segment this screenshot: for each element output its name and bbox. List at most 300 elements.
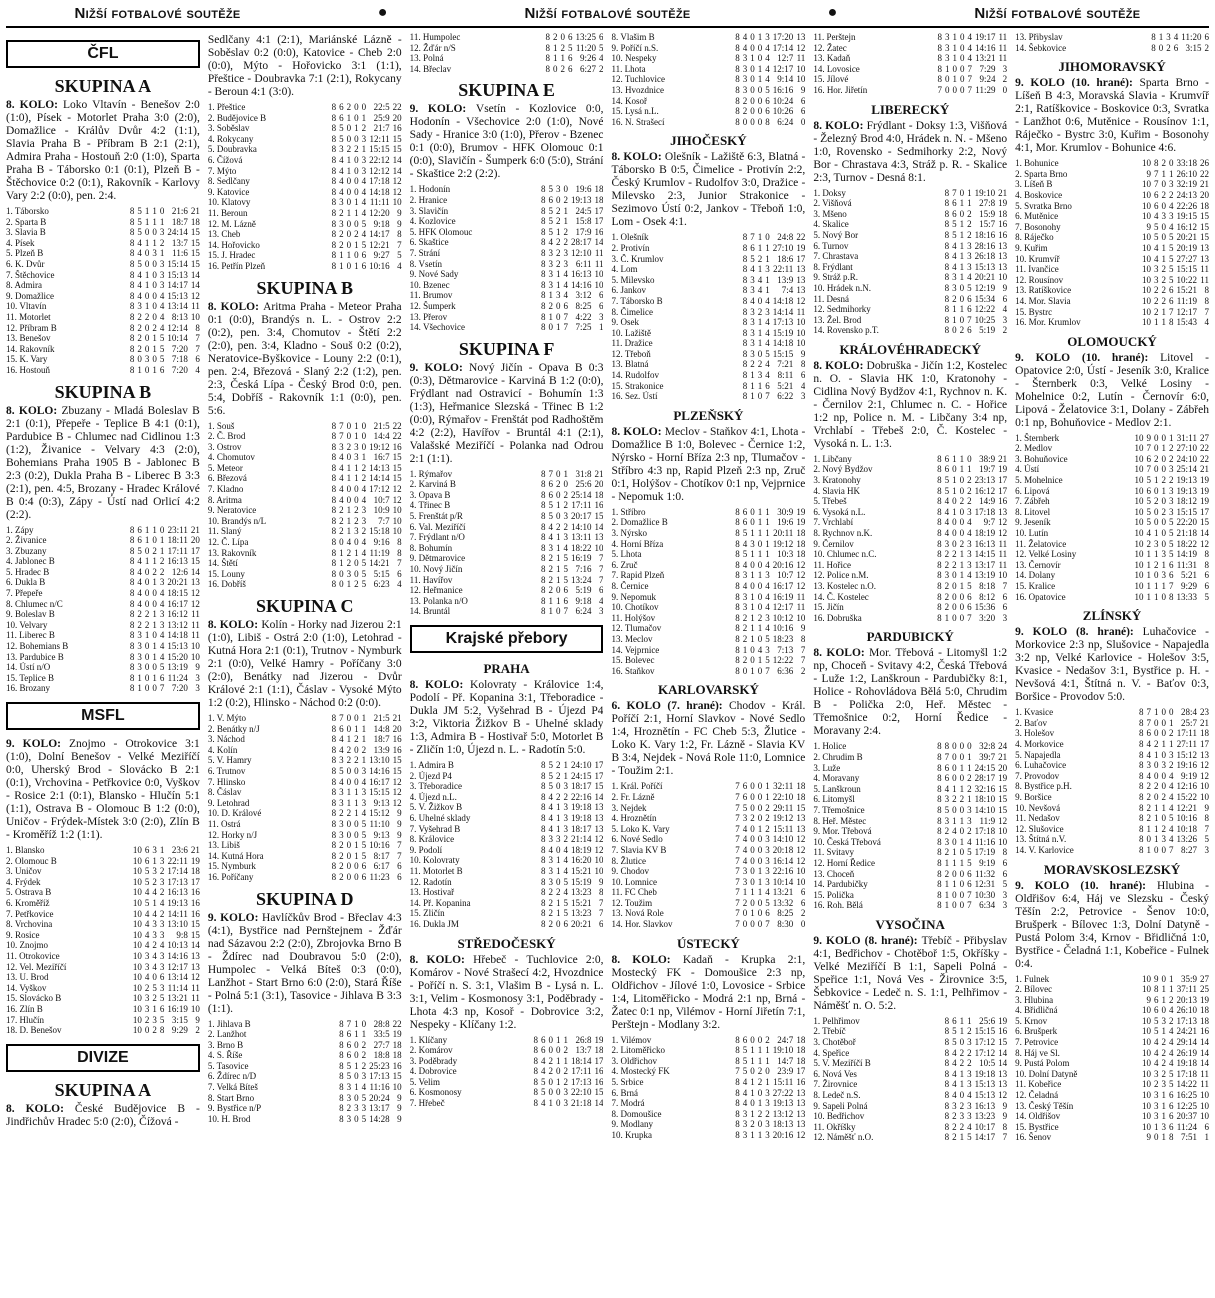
stat-cell: 11:32 <box>974 868 996 879</box>
stat-cell: 18 <box>796 1034 806 1045</box>
stat-cell: 10 <box>796 876 806 887</box>
stat-cell: 10 <box>1134 464 1144 475</box>
stat-cell: 5 <box>952 219 957 230</box>
stat-cell: 5 <box>540 1076 546 1087</box>
stat-cell: 8 <box>800 359 806 370</box>
results-text <box>410 103 604 181</box>
team-name: 4. Skalice <box>813 219 849 230</box>
stat-cell: 24:5 <box>575 205 592 216</box>
stat-cell: 3 <box>765 1130 770 1140</box>
stat-cell: 8 <box>331 755 337 766</box>
stat-cell: 0 <box>1161 591 1166 602</box>
stat-cell: 7:7 <box>378 515 390 526</box>
team-name: 12. Tlumačov <box>611 623 662 634</box>
table-row <box>410 500 604 511</box>
stat-cell: 8 <box>937 464 942 475</box>
stat-cell: 0 <box>757 1119 763 1130</box>
stat-cell: 5 <box>1168 253 1174 264</box>
stat-cell: 0 <box>1153 485 1159 496</box>
stat-cell: 4 <box>548 237 553 248</box>
table-row <box>6 877 200 888</box>
stat-cell: 15 <box>392 765 402 776</box>
table-row <box>813 251 1007 262</box>
team-name: 14. V. Karlovice <box>1015 844 1074 855</box>
stat-cell: 20:19 <box>1176 242 1197 253</box>
stat-cell: 8 <box>129 683 135 694</box>
stat-cell: 1 <box>1204 1132 1209 1143</box>
stat-cell: 11 <box>191 609 200 620</box>
stat-cell: 4 <box>137 280 142 291</box>
stat-cell: 8:11 <box>777 370 794 381</box>
team-name: 15. Bystrc <box>1015 306 1053 317</box>
stat-cell: 14:28 <box>369 1113 390 1124</box>
stat-cell: 1 <box>354 850 359 861</box>
stat-cell: 1 <box>1153 707 1159 718</box>
table-row <box>410 227 604 238</box>
stat-cell: 8 <box>331 558 337 569</box>
stat-cell: 10 <box>1141 1121 1151 1132</box>
stat-cell: 0 <box>354 112 359 123</box>
stat-cell: 8 <box>944 1111 950 1122</box>
stat-cell: 4 <box>1168 1037 1174 1048</box>
stat-cell: 4 <box>765 370 770 381</box>
stat-cell: 6 <box>967 602 972 613</box>
stat-cell: 0 <box>152 227 157 238</box>
team-name: 1. Šternberk <box>1015 432 1060 443</box>
stat-cell: 2 <box>548 887 553 898</box>
stat-cell: 4 <box>548 521 553 532</box>
stat-cell: 1 <box>555 574 561 585</box>
stat-cell: 4 <box>1146 738 1151 749</box>
stat-cell: 8 <box>540 300 546 311</box>
stat-cell: 4 <box>159 630 165 641</box>
stat-cell: 10 <box>190 311 200 322</box>
stat-cell: 8 <box>735 1055 740 1066</box>
stat-cell: 12 <box>594 834 604 845</box>
stat-cell: 3 <box>361 787 367 798</box>
stat-cell: 9 <box>800 84 806 95</box>
stat-cell: 6 <box>742 1034 748 1045</box>
table-row <box>813 847 1007 858</box>
stat-cell: 5:19 <box>979 325 996 336</box>
stat-cell: 4 <box>1153 1037 1159 1048</box>
stat-cell: 8 <box>331 102 337 112</box>
stat-cell: 5 <box>598 42 604 53</box>
stat-cell: 4 <box>967 32 972 42</box>
stat-cell: 3 <box>765 855 770 866</box>
stat-cell: 5 <box>563 908 568 919</box>
table-row <box>611 581 805 592</box>
stat-cell: 0 <box>757 391 763 402</box>
stat-cell: 5 <box>742 528 748 539</box>
stat-cell: 1 <box>152 556 157 567</box>
stat-cell: 8 <box>735 528 740 539</box>
team-name: 16. Hor. Jiřetín <box>813 84 868 95</box>
stat-cell: 8 <box>1151 42 1156 53</box>
stat-cell: 2 <box>1168 994 1174 1005</box>
table-row <box>6 856 200 867</box>
team-name: 11. Okříšky <box>813 1121 856 1132</box>
table-row <box>611 517 805 528</box>
stat-cell: 4 <box>1204 317 1209 328</box>
stat-cell: 5 <box>967 581 972 591</box>
stat-cell: 7 <box>397 840 402 851</box>
stat-cell: 6 <box>1168 285 1174 296</box>
stat-cell: 2 <box>959 1058 965 1069</box>
stat-cell: 8 <box>937 485 942 496</box>
stat-cell: 1 <box>361 713 367 723</box>
stat-cell: 16:13 <box>974 538 996 549</box>
table-row <box>611 74 805 85</box>
team-name: 16. Brozany <box>6 683 50 694</box>
stat-cell: 10 <box>132 950 142 961</box>
stat-cell: 1 <box>952 475 957 486</box>
stat-cell: 0 <box>750 866 755 877</box>
stat-cell: 3 <box>137 630 142 641</box>
team-name: 8. Ledeč n.S. <box>813 1090 861 1101</box>
stat-cell: 17 <box>796 253 806 264</box>
team-name: 13. Blatná <box>611 359 649 370</box>
stat-cell: 11:31 <box>1176 559 1197 570</box>
stat-cell: 4 <box>765 295 770 306</box>
team-name: 1. Doksy <box>813 187 846 198</box>
stat-cell: 1 <box>765 274 770 285</box>
stat-cell: 8 <box>540 194 546 205</box>
table-row <box>813 325 1007 336</box>
stat-cell: 19:15 <box>1176 211 1197 222</box>
stat-cell: 7 <box>765 665 770 676</box>
stat-cell: 4 <box>598 595 604 606</box>
team-name: 10. Krumvíř <box>1015 253 1060 264</box>
table-row <box>1015 43 1209 54</box>
stat-cell: 1 <box>757 1045 763 1056</box>
team-name: 5. Doubravka <box>207 144 257 155</box>
stat-cell: 21 <box>190 845 200 855</box>
table-row <box>611 645 805 656</box>
team-name: 10. Lutín <box>1015 528 1049 539</box>
results: Znojmo - Otrokovice 3:1 (1:0), Dolní Benešov - Velké Meziříčí 0:0, Uherský Brod - Slovácko B 2:1 (0:1), Vrchovina - Petřkovice 0:0, Vyškov - Rosice 2:1 (0:1), Blansko - Hlučín 5:1 (1:1), Ostrava B - Olomouc B 1:2 (0:0), Uničov - Frýdek-Místek 3:0 (2:0), Zlín B - Kroměříž 1:2 (1:1). <box>6 738 200 841</box>
stat-cell: 8 <box>735 1045 740 1056</box>
stat-cell: 6 <box>346 1029 352 1040</box>
stat-cell: 8 <box>937 826 942 837</box>
group-title: SKUPINA D <box>255 888 354 909</box>
stat-cell: 6 <box>800 887 806 898</box>
stat-cell: 0 <box>354 1071 359 1082</box>
team-name: 9. Boršice <box>1015 791 1052 802</box>
stat-cell: 7 <box>1168 844 1174 855</box>
stat-cell: 8 <box>331 871 337 882</box>
stat-cell: 1 <box>1161 581 1166 591</box>
stat-cell: 12 <box>190 290 200 301</box>
stat-cell: 0 <box>750 1066 755 1077</box>
stat-cell: 15 <box>190 248 200 259</box>
region-title: OLOMOUCKÝ <box>1067 333 1157 349</box>
stat-cell: 22:20 <box>1176 517 1197 528</box>
stat-cell: 5 <box>548 770 553 781</box>
stat-cell: 4 <box>361 176 367 187</box>
stat-cell: 1 <box>952 485 957 496</box>
stat-cell: 6 <box>339 112 344 123</box>
stat-cell: 18 <box>190 216 200 227</box>
stat-cell: 1 <box>959 581 965 591</box>
team-name: 8. Bohumín <box>409 542 453 553</box>
stat-cell: 16:12 <box>974 485 996 496</box>
stat-cell: 18:17 <box>570 781 592 792</box>
team-name: 7. Žirovnice <box>813 1079 858 1090</box>
stat-cell: 11 <box>998 549 1008 560</box>
stat-cell: 6:34 <box>979 900 996 911</box>
stat-cell: 27 <box>1199 432 1209 443</box>
stat-cell: 7 <box>598 574 604 585</box>
table-row <box>6 940 200 951</box>
table-row <box>1015 179 1209 190</box>
stat-cell: 6 <box>361 250 367 261</box>
stat-cell: 2 <box>144 609 150 620</box>
stat-cell: 5 <box>563 553 568 564</box>
team-name: 3. Nýrsko <box>611 528 647 539</box>
stat-cell: 11 <box>998 42 1008 53</box>
stat-cell: 2 <box>765 823 770 834</box>
stat-cell: 3 <box>952 1100 957 1111</box>
stat-cell: 0 <box>750 84 755 95</box>
round-label: 8. KOLO: <box>6 1102 75 1115</box>
columns <box>0 28 1215 1294</box>
stat-cell: 3 <box>959 1111 965 1122</box>
stat-cell: 1 <box>1161 984 1166 995</box>
table-row <box>813 763 1007 774</box>
stat-cell: 7 <box>967 63 972 74</box>
stat-cell: 20:16 <box>772 1130 794 1140</box>
stat-cell: 2 <box>967 1058 972 1069</box>
stat-cell: 8 <box>937 741 942 752</box>
table-row <box>813 773 1007 784</box>
team-name: 15. Kralice <box>1015 581 1056 591</box>
stat-cell: 8 <box>129 566 135 577</box>
stat-cell: 12:17 <box>1176 306 1197 317</box>
stat-cell: 13 <box>1199 242 1209 253</box>
stat-cell: 7 <box>1002 1132 1008 1143</box>
stat-cell: 19 <box>998 198 1008 209</box>
stat-cell: 18 <box>190 866 200 877</box>
stat-cell: 2 <box>152 566 157 577</box>
stat-cell: 0 <box>144 598 150 609</box>
stat-cell: 2 <box>339 808 344 819</box>
table-row <box>6 962 200 973</box>
stat-cell: 0 <box>144 343 150 354</box>
stat-cell: 0 <box>144 641 150 652</box>
table-row <box>611 1088 805 1099</box>
stat-cell: 2 <box>361 1050 367 1061</box>
stat-cell: 0 <box>959 741 965 752</box>
round-label: 9. KOLO (10. hrané): <box>1015 351 1161 364</box>
stat-cell: 18 <box>796 528 806 539</box>
stat-cell: 13 <box>998 1068 1008 1079</box>
stat-cell: 9 <box>397 1103 402 1114</box>
team-name: 6. Trutnov <box>207 765 246 776</box>
stat-cell: 5 <box>1002 879 1008 890</box>
stat-cell: 1 <box>765 528 770 539</box>
stat-cell: 1 <box>1161 1090 1166 1101</box>
group-title: SKUPINA E <box>458 80 555 101</box>
team-name: 4. Moravany <box>813 773 860 784</box>
round-label: 9. KOLO: <box>6 738 70 750</box>
stat-cell: 6 <box>1204 32 1209 42</box>
stat-cell: 1 <box>750 570 755 581</box>
results: Mor. Třebová - Litomyšl 1:2 np, Choceň - Svitavy 4:2, Česká Třebová - Luže 1:2, Lanškroun - Pardubičky 8:1, Holice - Rohovládova Bělá 5:0, Chrudim B - Polička 2:0, Heř. Městec - Třemošnice 0:2, Horní Ředice - Moravany 2:4. <box>813 647 1008 738</box>
team-name: 4. Mostecký FK <box>611 1066 670 1077</box>
stat-cell: 4 <box>540 1098 546 1109</box>
table-row <box>611 106 805 117</box>
stat-cell: 2 <box>1146 781 1151 792</box>
team-name: 1. Pelhřimov <box>813 1015 860 1026</box>
stat-cell: 28:8 <box>373 1018 390 1029</box>
stat-cell: 6:11 <box>575 258 592 269</box>
stat-cell: 7 <box>967 612 972 623</box>
stat-cell: 3 <box>1168 485 1174 496</box>
stat-cell: 7 <box>735 802 740 813</box>
stat-cell: 22:10 <box>570 1087 592 1098</box>
stat-cell: 0 <box>952 741 957 752</box>
stat-cell: 2 <box>152 993 157 1004</box>
stat-cell: 2 <box>548 908 553 919</box>
stat-cell: 0 <box>361 420 367 431</box>
stat-cell: 1 <box>339 250 344 261</box>
stat-cell: 3 <box>144 961 150 972</box>
stat-cell: 3 <box>137 662 142 673</box>
stat-cell: 4 <box>967 570 972 581</box>
team-name: 2. Lanžhot <box>207 1029 247 1040</box>
stat-cell: 15:43 <box>1176 317 1197 328</box>
stat-cell: 11 <box>191 993 200 1004</box>
stat-cell: 12 <box>190 588 200 599</box>
stat-cell: 8 <box>339 1113 344 1124</box>
stat-cell: 22:16 <box>570 791 592 802</box>
team-name: 10. Chotíkov <box>611 602 659 613</box>
stat-cell: 8 <box>937 612 942 623</box>
team-name: 6. Nová Ves <box>813 1068 857 1079</box>
stat-cell: 18:6 <box>777 253 794 264</box>
table-row <box>1015 464 1209 475</box>
stat-cell: 2 <box>800 908 806 919</box>
stat-cell: 1 <box>152 897 157 908</box>
stat-cell: 5 <box>765 348 770 359</box>
table-row <box>611 623 805 634</box>
table-row <box>6 909 200 920</box>
team-name: 5. Nový Bor <box>813 229 859 240</box>
team-name: 14. Šebkovice <box>1015 42 1067 53</box>
team-name: 7. Mýto <box>207 165 237 176</box>
stat-cell: 1 <box>750 549 755 560</box>
stat-cell: 15 <box>594 1087 604 1098</box>
team-name: 2. Sparta B <box>6 216 47 227</box>
round-label: 6. KOLO (7. hrané): <box>611 700 729 713</box>
table-row <box>611 275 805 286</box>
stat-cell: 2 <box>555 791 561 802</box>
table-row <box>1015 771 1209 782</box>
stat-cell: 2 <box>959 538 965 549</box>
team-name: 10. Česká Třebová <box>813 836 881 847</box>
results: Nový Jičín - Opava B 0:3 (0:3), Dětmarovice - Karviná B 1:2 (0:0), Frýdlant nad Ostravicí - Bohumín 1:3 (1:3), Heřmanice Slezská - Třinec B 1:2 (0:0), Rýmařov - Frenštát pod Radhoštěm 4:2 (2:2), Havířov - Bruntál 4:1 (2:1), Valašské Meziříčí - Polanka nad Odrou 2:1 (1:1). <box>409 361 604 465</box>
stat-cell: 8 <box>1138 717 1144 728</box>
stat-cell: 0 <box>555 585 561 596</box>
stat-cell: 5 <box>548 500 553 511</box>
stat-cell: 4 <box>598 53 604 64</box>
standings-table <box>1015 974 1209 1144</box>
team-name: 1. Vilémov <box>611 1034 652 1045</box>
table-row <box>1015 570 1209 581</box>
stat-cell: 1 <box>757 823 763 834</box>
stat-cell: 1 <box>765 791 770 802</box>
table-row <box>208 526 402 537</box>
stat-cell: 2 <box>563 194 568 205</box>
team-name: 2. Č. Brod <box>207 431 246 442</box>
stat-cell: 2 <box>757 612 763 623</box>
table-row <box>611 570 805 581</box>
stat-cell: 8 <box>1168 317 1174 328</box>
team-name: 15. Teplice B <box>6 672 54 683</box>
table-row <box>611 666 805 677</box>
stat-cell: 9:13 <box>373 797 390 808</box>
stat-cell: 8 <box>742 306 748 317</box>
stat-cell: 9:29 <box>1180 581 1197 591</box>
stat-cell: 6 <box>159 672 165 683</box>
stat-cell: 4 <box>944 506 950 517</box>
team-name: 2. Domažlice B <box>611 517 668 528</box>
results-text <box>611 151 805 229</box>
table-row <box>611 560 805 571</box>
stat-cell: 8 <box>937 559 942 570</box>
stat-cell: 2 <box>339 861 344 872</box>
stat-cell: 8 <box>331 473 337 484</box>
team-name: 6. Val. Meziříčí <box>409 521 466 532</box>
stat-cell: 13:12 <box>772 1108 794 1119</box>
stat-cell: 9 <box>1002 1111 1008 1122</box>
stat-cell: 8 <box>735 84 740 95</box>
stat-cell: 8 <box>735 32 740 42</box>
team-name: 8. Háj ve Sl. <box>1015 1047 1060 1058</box>
stat-cell: 1 <box>152 206 157 216</box>
stat-cell: 6 <box>159 1003 165 1014</box>
results-text <box>611 700 805 778</box>
stat-cell: 1 <box>159 845 165 855</box>
stat-cell: 8 <box>735 549 740 560</box>
team-name: 8. Domoušice <box>611 1108 662 1119</box>
stat-cell: 14 <box>998 1047 1008 1058</box>
stat-cell: 2 <box>346 1103 352 1114</box>
stat-cell: 0 <box>354 713 359 723</box>
stat-cell: 1 <box>959 304 965 315</box>
team-name: 8. Rychnov n.K. <box>813 528 873 539</box>
stat-cell: 4 <box>765 623 770 634</box>
stat-cell: 17:20 <box>772 32 794 42</box>
stat-cell: 5 <box>548 760 553 770</box>
stat-cell: 10 <box>998 570 1008 581</box>
stat-cell: 7 <box>1146 443 1151 454</box>
stat-cell: 8 <box>735 42 740 53</box>
results: Loko Vltavín - Benešov 2:0 (1:0), Písek - Motorlet Praha 3:0 (2:0), Domažlice - Králův Dvůr 4:2 (1:1), Slavia Praha B - Příbram B 2:1 (2:1), Admira Praha - Hostouň 2:0 (1:0), Sparta Praha B - Táborsko 0:1 (0:1), Plzeň B - Štěchovice 0:2 (0:1), Rakovník - Karlovy Vary 2:2 (0:0), pen. 2:4. <box>6 99 200 202</box>
stat-cell: 10 <box>998 836 1008 847</box>
team-name: 10. Nespeky <box>611 53 657 64</box>
stat-cell: 8 <box>331 547 337 558</box>
stat-cell: 8 <box>540 564 546 575</box>
stat-cell: 0 <box>750 781 755 792</box>
stat-cell: 1 <box>757 1130 763 1140</box>
stat-cell: 1 <box>750 602 755 613</box>
stat-cell: 1 <box>952 879 957 890</box>
stat-cell: 10:3 <box>777 549 794 560</box>
stat-cell: 0 <box>354 871 359 882</box>
stat-cell: 8 <box>937 900 942 911</box>
